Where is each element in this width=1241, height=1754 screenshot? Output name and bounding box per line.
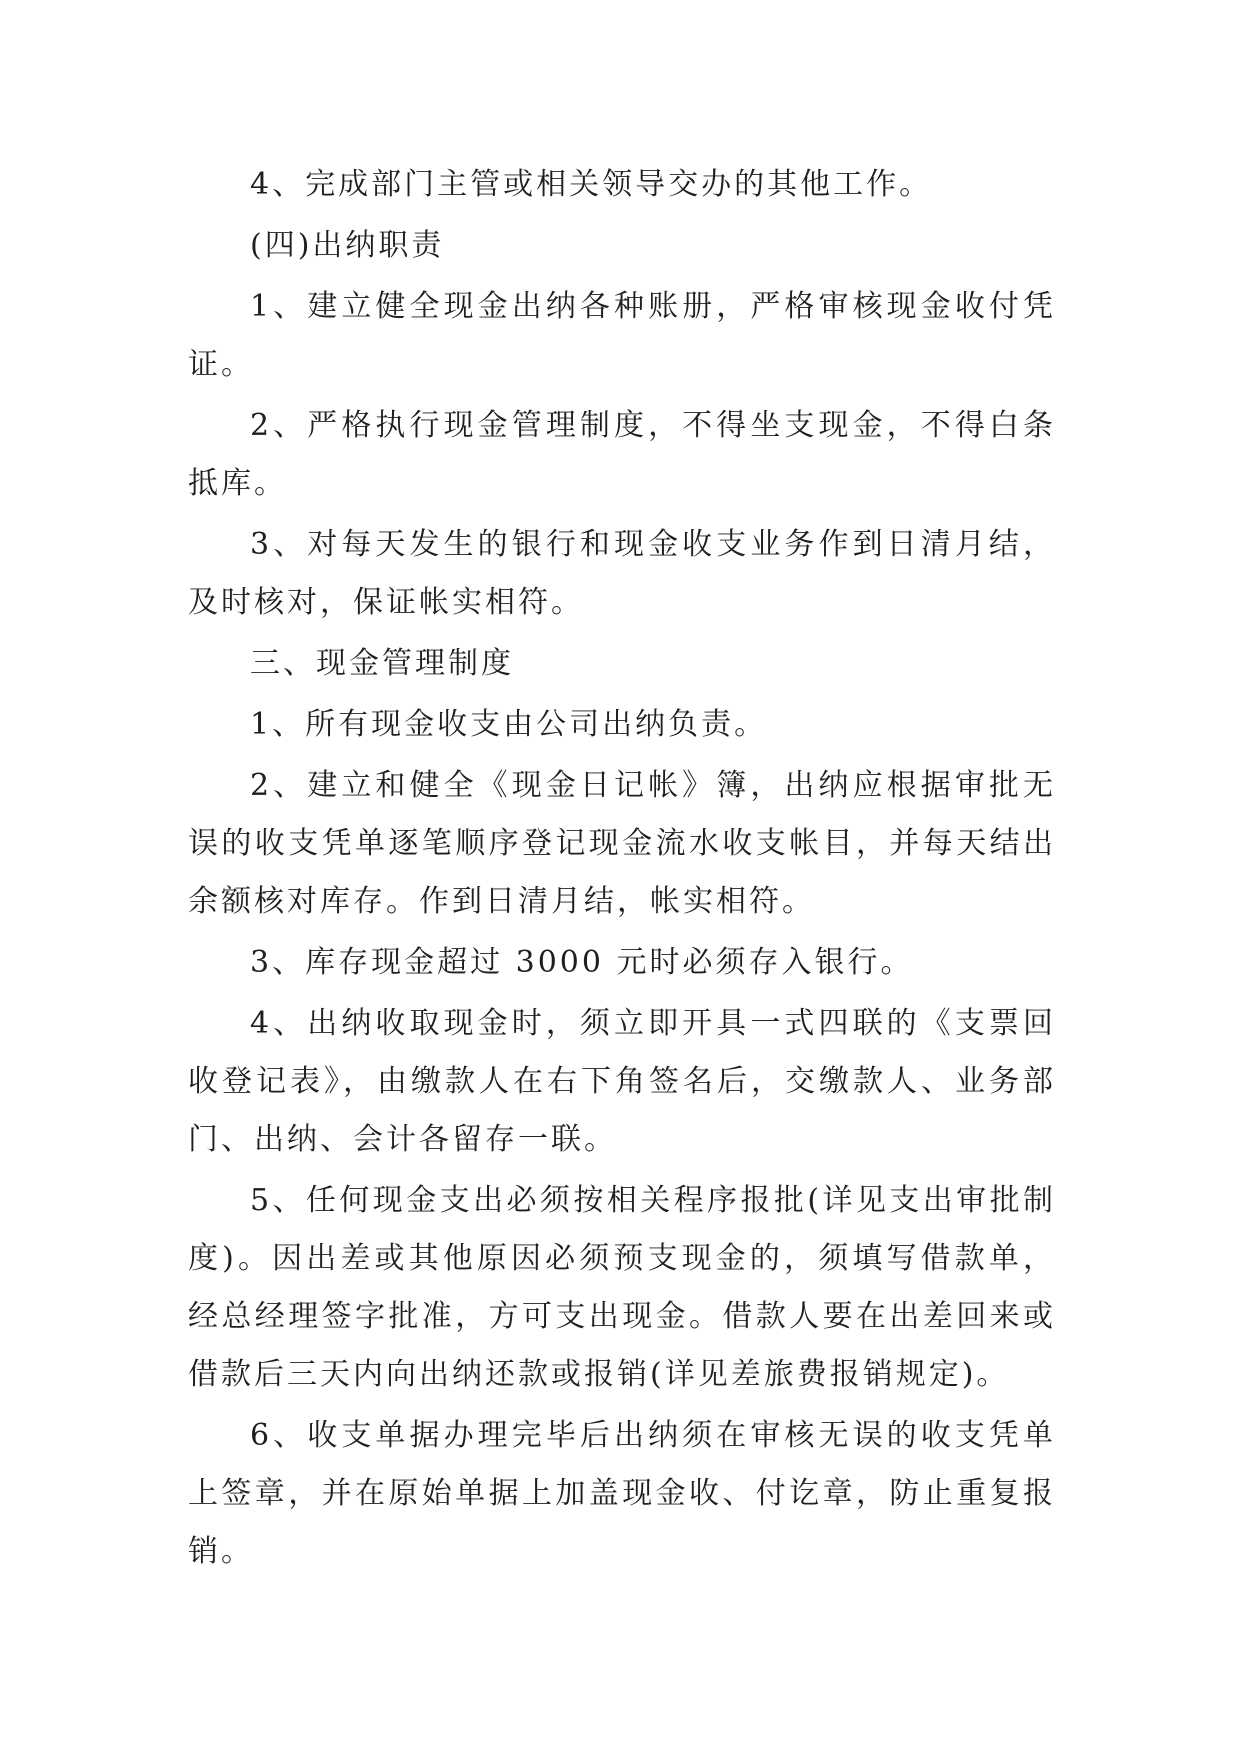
section-heading-cashier-duties: (四)出纳职责	[250, 228, 445, 263]
paragraph-cash-rule-6: 6、收支单据办理完毕后出纳须在审核无误的收支凭单上签章，并在原始单据上加盖现金收、付讫章，防止重复报销。	[188, 1418, 1056, 1569]
section-heading-cash-management: 三、现金管理制度	[250, 646, 514, 681]
paragraph-cash-rule-5: 5、任何现金支出必须按相关程序报批(详见支出审批制度)。因出差或其他原因必须预支现金的，须填写借款单，经总经理签字批准，方可支出现金。借款人要在出差回来或借款后三天内向出纳还款或报销(详见差旅费报销规定)。	[188, 1183, 1056, 1392]
document-body	[188, 156, 1056, 1584]
paragraph-cash-rule-2: 2、建立和健全《现金日记帐》簿，出纳应根据审批无误的收支凭单逐笔顺序登记现金流水收支帐目，并每天结出余额核对库存。作到日清月结，帐实相符。	[188, 768, 1056, 919]
paragraph-cash-rule-4: 4、出纳收取现金时，须立即开具一式四联的《支票回收登记表》，由缴款人在右下角签名后，交缴款人、业务部门、出纳、会计各留存一联。	[188, 1006, 1056, 1157]
paragraph-cashier-duty-2: 2、严格执行现金管理制度，不得坐支现金，不得白条抵库。	[188, 408, 1056, 501]
paragraph-cash-rule-1: 1、所有现金收支由公司出纳负责。	[250, 707, 768, 742]
paragraph-cashier-duty-3: 3、对每天发生的银行和现金收支业务作到日清月结，及时核对，保证帐实相符。	[188, 527, 1056, 620]
paragraph-cash-rule-3: 3、库存现金超过 3000 元时必须存入银行。	[250, 945, 914, 980]
paragraph-task-4: 4、完成部门主管或相关领导交办的其他工作。	[250, 167, 933, 202]
paragraph-cashier-duty-1: 1、建立健全现金出纳各种账册，严格审核现金收付凭证。	[188, 289, 1056, 382]
